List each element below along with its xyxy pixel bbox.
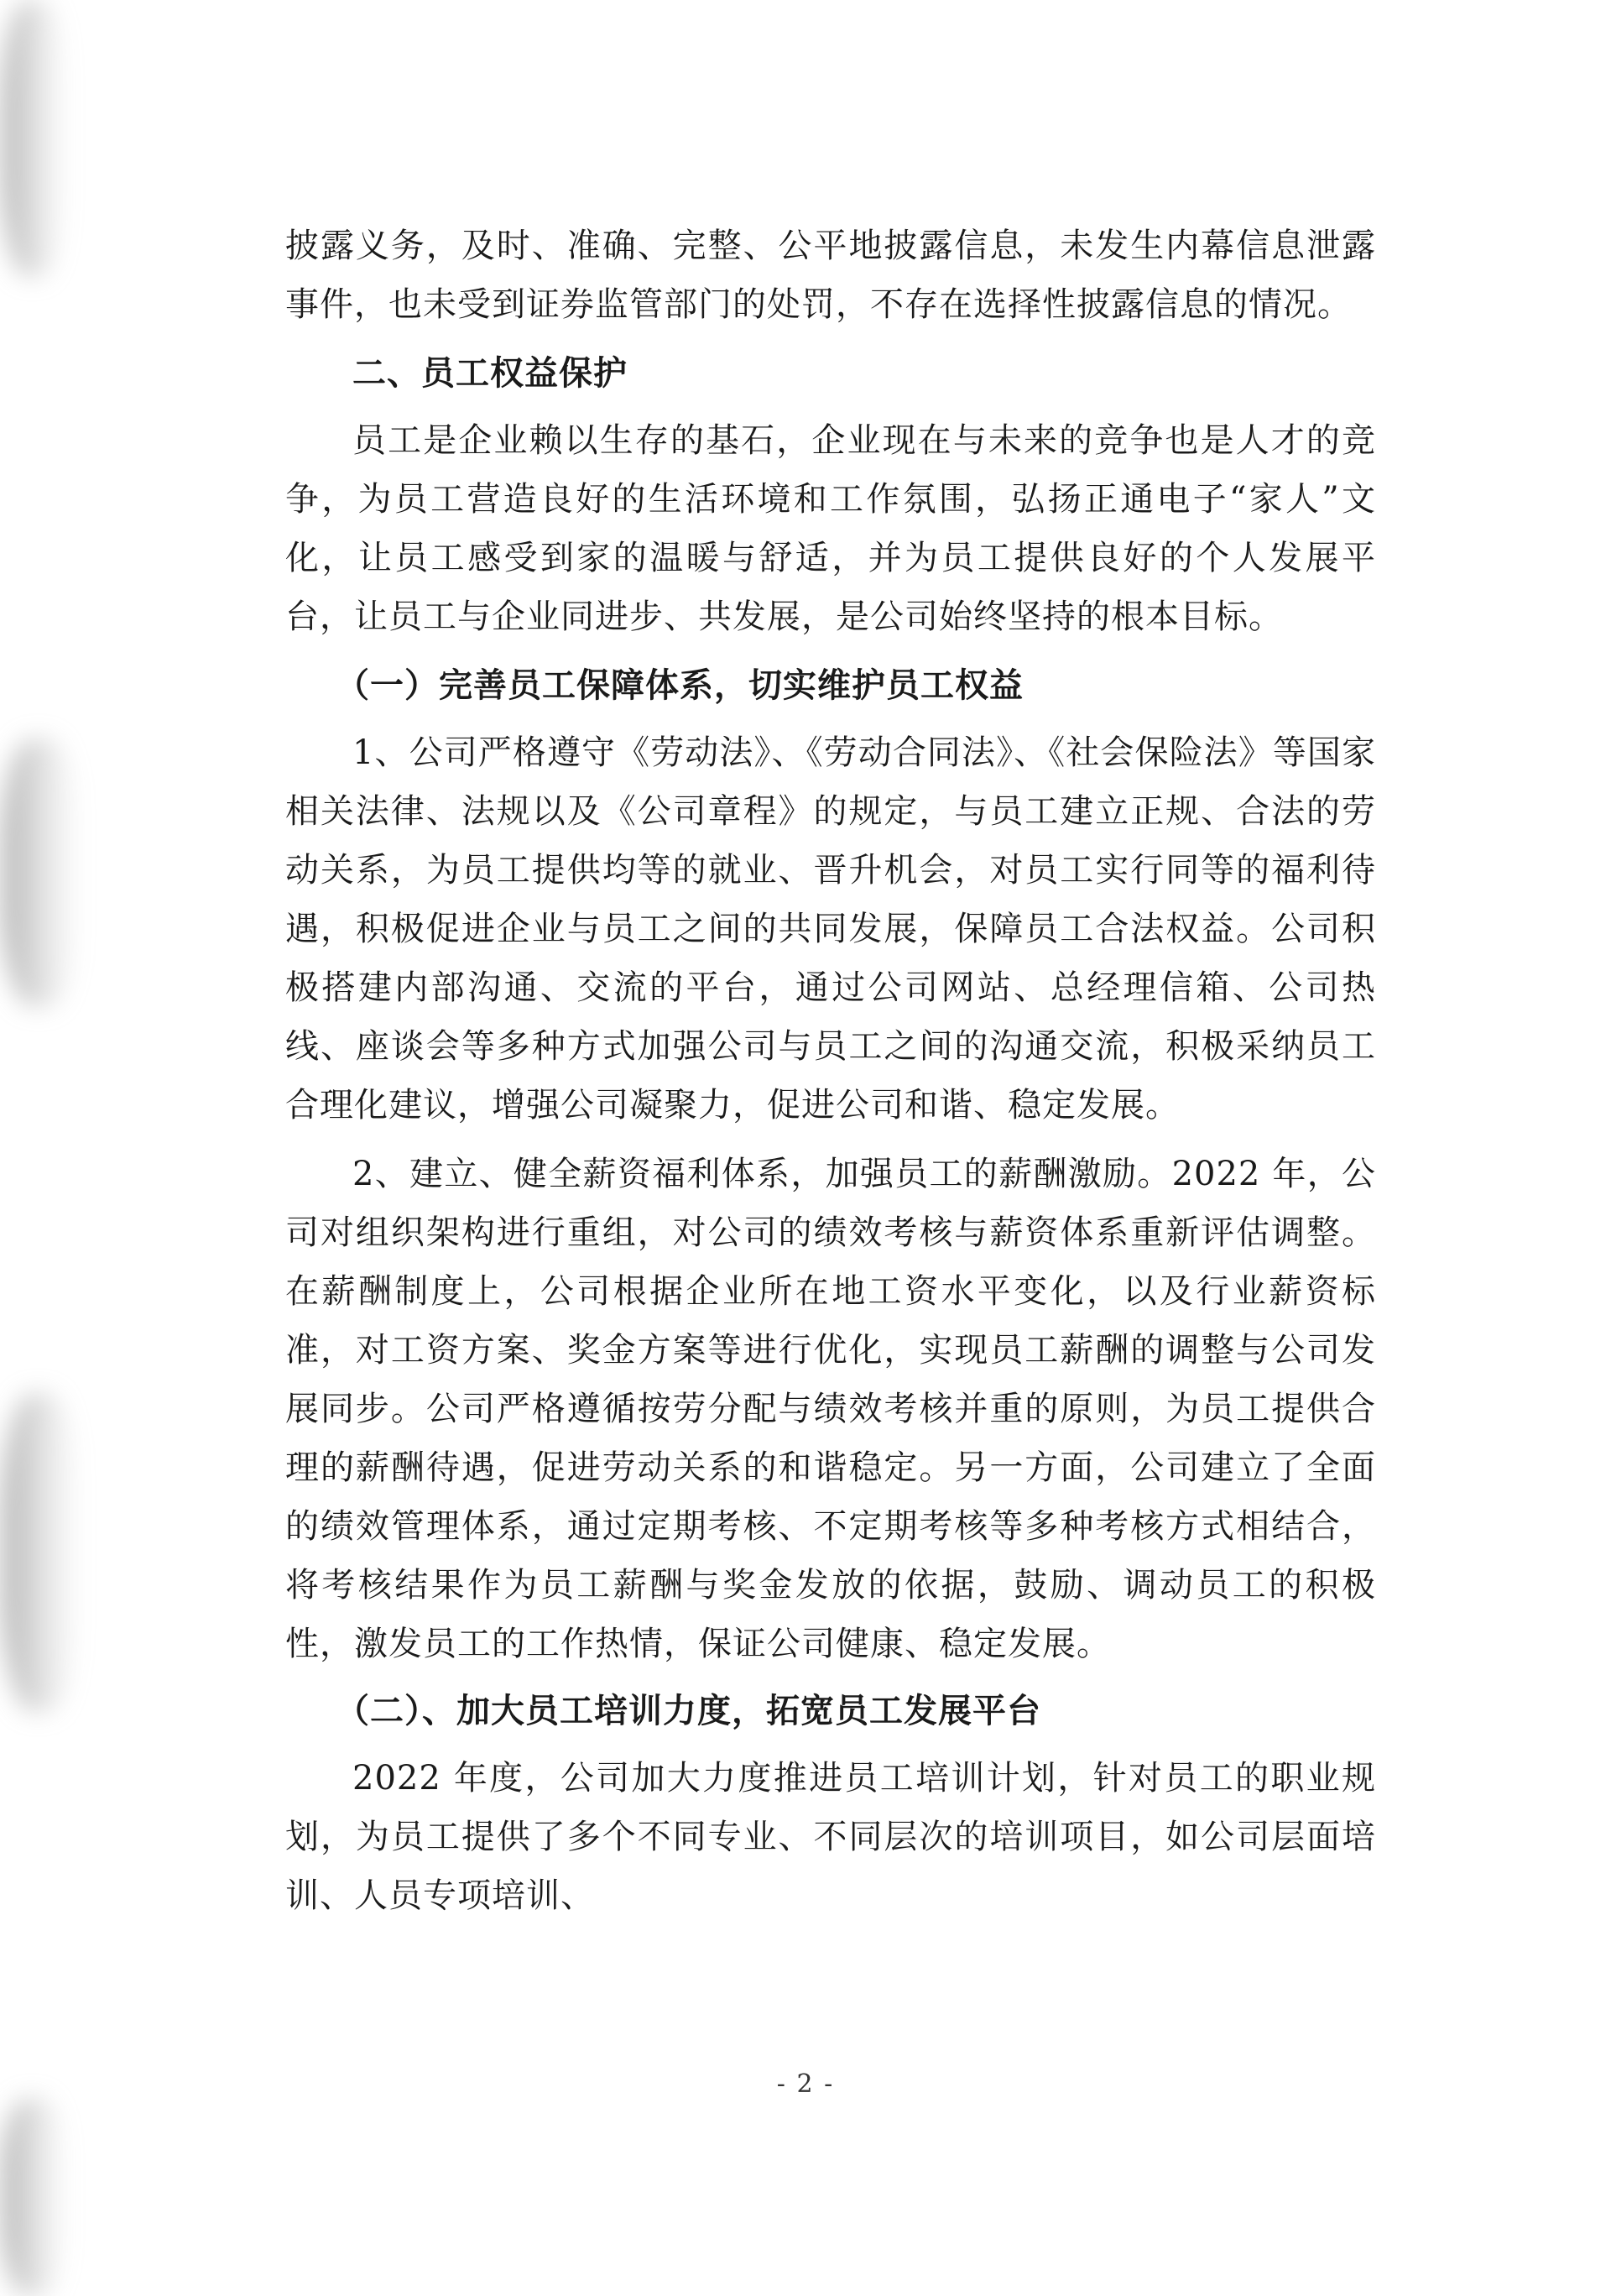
paragraph-training-plan: 2022 年度，公司加大力度推进员工培训计划，针对员工的职业规划，为员工提供了多个不同专业、不同层次的培训项目，如公司层面培训、人员专项培训、 — [285, 1759, 1376, 1915]
paragraph-labor-law-compliance: 1、公司严格遵守《劳动法》、《劳动合同法》、《社会保险法》等国家相关法律、法规以及《公司章程》的规定，与员工建立正规、合法的劳动关系，为员工提供均等的就业、晋升机会，对员工实行同等的福利待遇，积极促进企业与员工之间的共同发展，保障员工合法权益。公司积极搭建内部沟通、交流的平台，通过公司网站、总经理信箱、公司热线、座谈会等多种方式加强公司与员工之间的沟通交流，积极采纳员工合理化建议，增强公司凝聚力，促进公司和谐、稳定发展。 — [285, 733, 1376, 1125]
section-heading-employee-rights: 二、员工权益保护 — [352, 354, 628, 393]
paragraph-disclosure-continued: 披露义务，及时、准确、完整、公平地披露信息，未发生内幕信息泄露事件，也未受到证券监管部门的处罚，不存在选择性披露信息的情况。 — [285, 227, 1376, 324]
subsection-heading-training: （二）、加大员工培训力度，拓宽员工发展平台 — [336, 1692, 1041, 1730]
scan-shadow — [0, 0, 67, 277]
paragraph-salary-welfare: 2、建立、健全薪资福利体系，加强员工的薪酬激励。2022 年，公司对组织架构进行重组，对公司的绩效考核与薪资体系重新评估调整。在薪酬制度上，公司根据企业所在地工资水平变化，以及行业薪资标准，对工资方案、奖金方案等进行优化，实现员工薪酬的调整与公司发展同步。公司严格遵循按劳分配与绩效考核并重的原则，为员工提供合理的薪酬待遇，促进劳动关系的和谐稳定。另一方面，公司建立了全面的绩效管理体系，通过定期考核、不定期考核等多种考核方式相结合，将考核结果作为员工薪酬与奖金发放的依据，鼓励、调动员工的积极性，激发员工的工作热情，保证公司健康、稳定发展。 — [285, 1155, 1376, 1663]
document-body — [285, 217, 1376, 1925]
page-number: - 2 - — [776, 2069, 835, 2099]
scan-shadow — [0, 738, 80, 1007]
scan-shadow — [0, 1393, 80, 1712]
scan-shadow — [0, 2098, 67, 2296]
subsection-heading-protection-system: （一）完善员工保障体系，切实维护员工权益 — [336, 666, 1024, 705]
paragraph-employee-intro: 员工是企业赖以生存的基石，企业现在与未来的竞争也是人才的竞争，为员工营造良好的生活环境和工作氛围，弘扬正通电子“家人”文化，让员工感受到家的温暖与舒适，并为员工提供良好的个人发展平台，让员工与企业同进步、共发展，是公司始终坚持的根本目标。 — [285, 421, 1376, 636]
